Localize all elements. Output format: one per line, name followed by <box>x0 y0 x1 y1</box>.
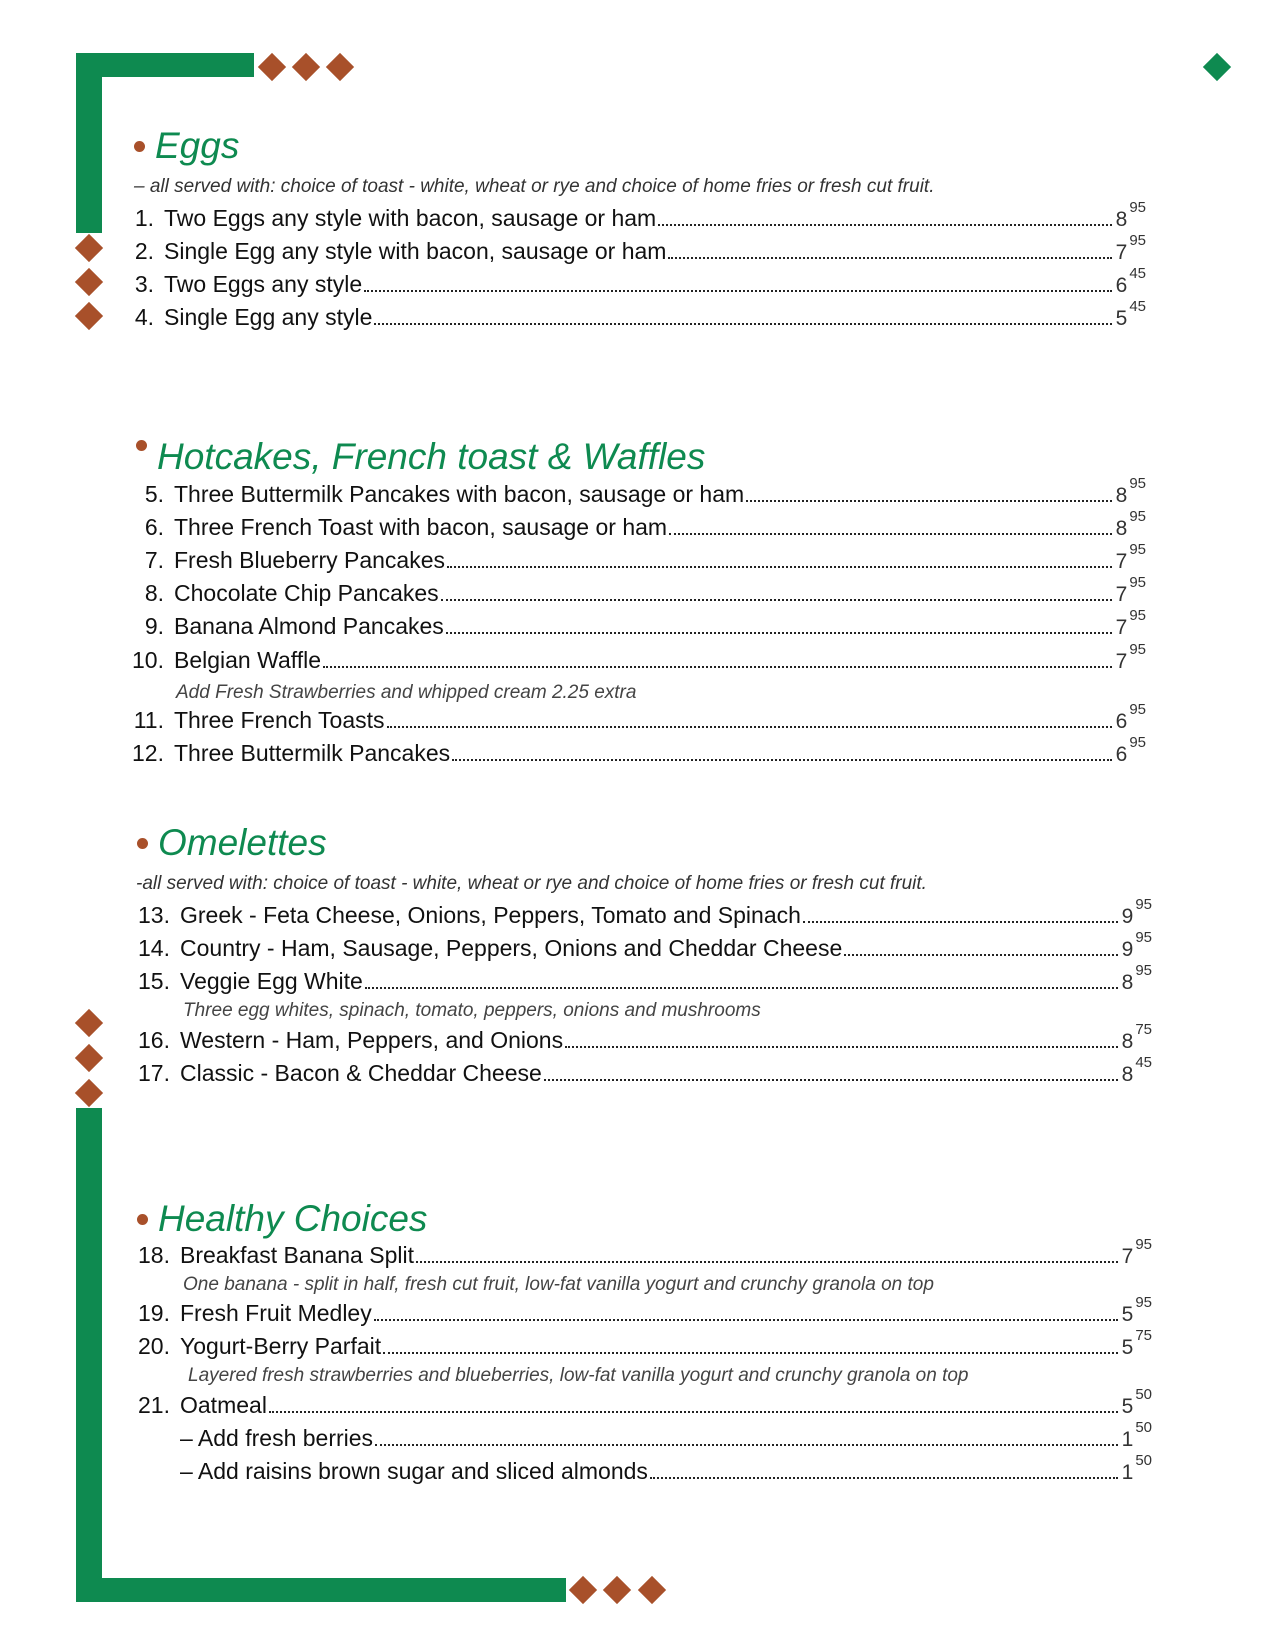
frame-bottom-bar <box>76 1578 566 1602</box>
diamond-icon <box>75 302 103 330</box>
leader-dots <box>447 566 1112 568</box>
bullet-icon <box>134 141 145 152</box>
leader-dots <box>374 323 1111 325</box>
section-heading <box>136 436 705 478</box>
leader-dots <box>387 726 1112 728</box>
item-name: Classic - Bacon & Cheddar Cheese <box>180 1060 542 1086</box>
item-note: Layered fresh strawberries and blueberries, low-fat vanilla yogurt and crunchy granola on top <box>188 1365 969 1386</box>
section-heading <box>137 1198 427 1240</box>
diamond-icon <box>292 53 320 81</box>
leader-dots <box>374 1319 1118 1321</box>
item-name: Three French Toast with bacon, sausage or ham <box>174 514 668 540</box>
item-price: 5 $^{45}$ <box>1115 298 1146 330</box>
item-price: 6 $^{95}$ <box>1115 734 1146 766</box>
item-name: Yogurt-Berry Parfait <box>180 1333 382 1359</box>
leader-dots <box>323 666 1112 668</box>
item-price: 6 $^{95}$ <box>1115 701 1146 733</box>
item-price: 9 $^{95}$ <box>1121 929 1152 961</box>
diamond-icon <box>75 1044 103 1072</box>
bullet-icon <box>136 440 147 451</box>
menu-item: 8. Chocolate Chip Pancakes 7 $^{95}$ <box>144 574 1146 606</box>
diamond-icon <box>75 234 103 262</box>
item-name: Three Buttermilk Pancakes with bacon, sausage or ham <box>174 481 745 507</box>
item-name: Breakfast Banana Split <box>180 1242 414 1268</box>
leader-dots <box>365 987 1118 989</box>
menu-item: 16. Western - Ham, Peppers, and Onions 8 $^{75}$ <box>138 1021 1152 1053</box>
item-name: Oatmeal <box>180 1392 267 1418</box>
leader-dots <box>364 290 1111 292</box>
menu-item: 15. Veggie Egg White 8 $^{95}$ <box>138 962 1152 994</box>
frame-top-bar <box>76 53 254 77</box>
item-name: Two Eggs any style with bacon, sausage or ham <box>164 205 657 231</box>
leader-dots <box>803 921 1118 923</box>
leader-dots <box>452 759 1112 761</box>
item-price: 7 $^{95}$ <box>1115 641 1146 673</box>
item-price: 8 $^{95}$ <box>1115 199 1146 231</box>
leader-dots <box>446 632 1112 634</box>
item-name: – Add fresh berries <box>180 1425 374 1451</box>
item-name: Veggie Egg White <box>180 968 363 994</box>
leader-dots <box>668 257 1111 259</box>
item-name: Single Egg any style <box>164 304 373 330</box>
item-name: Single Egg any style with bacon, sausage or ham <box>164 238 667 264</box>
frame-left-bar-upper <box>76 53 102 233</box>
item-price: 8 $^{75}$ <box>1121 1021 1152 1053</box>
item-price: 6 $^{45}$ <box>1115 265 1146 297</box>
diamond-icon <box>326 53 354 81</box>
item-price: 8 $^{95}$ <box>1121 962 1152 994</box>
item-name: – Add raisins brown sugar and sliced almonds <box>180 1458 648 1484</box>
menu-item: 11. Three French Toasts 6 $^{95}$ <box>133 701 1146 733</box>
item-price: 8 $^{95}$ <box>1115 508 1146 540</box>
leader-dots <box>669 533 1112 535</box>
section-heading <box>137 822 327 864</box>
menu-item: 18. Breakfast Banana Split 7 $^{95}$ <box>138 1236 1152 1268</box>
item-price: 8 $^{95}$ <box>1115 475 1146 507</box>
leader-dots <box>416 1261 1118 1263</box>
item-name: Greek - Feta Cheese, Onions, Peppers, Tomato and Spinach <box>180 902 801 928</box>
menu-item: 2. Single Egg any style with bacon, sausage or ham 7 $^{95}$ <box>134 232 1146 264</box>
menu-item: 12. Three Buttermilk Pancakes 6 $^{95}$ <box>132 734 1146 766</box>
menu-item: 10. Belgian Waffle 7 $^{95}$ <box>132 641 1146 673</box>
item-note: Add Fresh Strawberries and whipped cream 2.25 extra <box>176 682 637 703</box>
menu-item: 7. Fresh Blueberry Pancakes 7 $^{95}$ <box>144 541 1146 573</box>
menu-item: 14. Country - Ham, Sausage, Peppers, Onions and Cheddar Cheese 9 $^{95}$ <box>138 929 1152 961</box>
item-price: 7 $^{95}$ <box>1115 607 1146 639</box>
item-price: 7 $^{95}$ <box>1121 1236 1152 1268</box>
leader-dots <box>844 954 1117 956</box>
item-note: Three egg whites, spinach, tomato, peppers, onions and mushrooms <box>183 1000 761 1021</box>
item-name: Belgian Waffle <box>174 647 322 673</box>
section-title: Healthy Choices <box>158 1198 428 1239</box>
item-price: 8 $^{45}$ <box>1121 1054 1152 1086</box>
leader-dots <box>441 599 1112 601</box>
item-price: 7 $^{95}$ <box>1115 232 1146 264</box>
item-name: Three French Toasts <box>174 707 385 733</box>
section-title: Hotcakes, French toast & Waffles <box>157 436 706 477</box>
leader-dots <box>565 1046 1118 1048</box>
leader-dots <box>383 1352 1117 1354</box>
diamond-icon <box>1203 53 1231 81</box>
diamond-icon <box>638 1576 666 1604</box>
item-price: 9 $^{95}$ <box>1121 896 1152 928</box>
leader-dots <box>544 1079 1118 1081</box>
item-name: Country - Ham, Sausage, Peppers, Onions and Cheddar Cheese <box>180 935 843 961</box>
diamond-icon <box>75 1079 103 1107</box>
item-note: One banana - split in half, fresh cut fruit, low-fat vanilla yogurt and crunchy granola on top <box>183 1274 934 1295</box>
item-price: 1 $^{50}$ <box>1121 1419 1152 1451</box>
item-price: 7 $^{95}$ <box>1115 541 1146 573</box>
diamond-icon <box>258 53 286 81</box>
diamond-icon <box>75 268 103 296</box>
bullet-icon <box>137 1214 148 1225</box>
leader-dots <box>746 500 1111 502</box>
frame-left-bar-lower <box>76 1108 102 1602</box>
item-price: 5 $^{50}$ <box>1121 1386 1152 1418</box>
section-note: -all served with: choice of toast - white, wheat or rye and choice of home fries or fresh cut fruit. <box>136 873 927 894</box>
item-name: Three Buttermilk Pancakes <box>174 740 451 766</box>
leader-dots <box>269 1411 1118 1413</box>
item-name: Fresh Fruit Medley <box>180 1300 372 1326</box>
bullet-icon <box>137 838 148 849</box>
item-name: Two Eggs any style <box>164 271 363 297</box>
menu-item: 5. Three Buttermilk Pancakes with bacon, sausage or ham 8 $^{95}$ <box>144 475 1146 507</box>
menu-item <box>130 1452 1152 1485</box>
menu-item: 13. Greek - Feta Cheese, Onions, Peppers, Tomato and Spinach 9 $^{95}$ <box>138 896 1152 928</box>
menu-item: 3. Two Eggs any style 6 $^{45}$ <box>134 265 1146 297</box>
menu-item: 19. Fresh Fruit Medley 5 $^{95}$ <box>138 1294 1152 1326</box>
menu-item: 21. Oatmeal 5 $^{50}$ <box>138 1386 1152 1418</box>
leader-dots <box>658 224 1111 226</box>
leader-dots <box>375 1444 1118 1446</box>
item-price: 7 $^{95}$ <box>1115 574 1146 606</box>
menu-item: 9. Banana Almond Pancakes 7 $^{95}$ <box>144 607 1146 639</box>
menu-item: 20. Yogurt-Berry Parfait 5 $^{75}$ <box>138 1327 1152 1359</box>
diamond-icon <box>75 1009 103 1037</box>
item-name: Chocolate Chip Pancakes <box>174 580 439 606</box>
item-name: Western - Ham, Peppers, and Onions <box>180 1027 564 1053</box>
leader-dots <box>650 1477 1118 1479</box>
item-name: Banana Almond Pancakes <box>174 613 444 639</box>
menu-item: 6. Three French Toast with bacon, sausage or ham 8 $^{95}$ <box>144 508 1146 540</box>
section-heading <box>134 125 239 167</box>
section-title: Omelettes <box>158 822 327 863</box>
menu-item: 17. Classic - Bacon & Cheddar Cheese 8 $^{45}$ <box>138 1054 1152 1086</box>
section-title: Eggs <box>155 125 240 166</box>
menu-item <box>130 1419 1152 1452</box>
diamond-icon <box>569 1576 597 1604</box>
diamond-icon <box>603 1576 631 1604</box>
item-price: 5 $^{75}$ <box>1121 1327 1152 1359</box>
menu-item: 4. Single Egg any style 5 $^{45}$ <box>134 298 1146 330</box>
item-price: 1 $^{50}$ <box>1121 1452 1152 1484</box>
item-price: 5 $^{95}$ <box>1121 1294 1152 1326</box>
section-note: – all served with: choice of toast - white, wheat or rye and choice of home fries or fresh cut fruit. <box>134 176 935 197</box>
menu-item: 1. Two Eggs any style with bacon, sausage or ham 8 $^{95}$ <box>134 199 1146 231</box>
item-name: Fresh Blueberry Pancakes <box>174 547 446 573</box>
